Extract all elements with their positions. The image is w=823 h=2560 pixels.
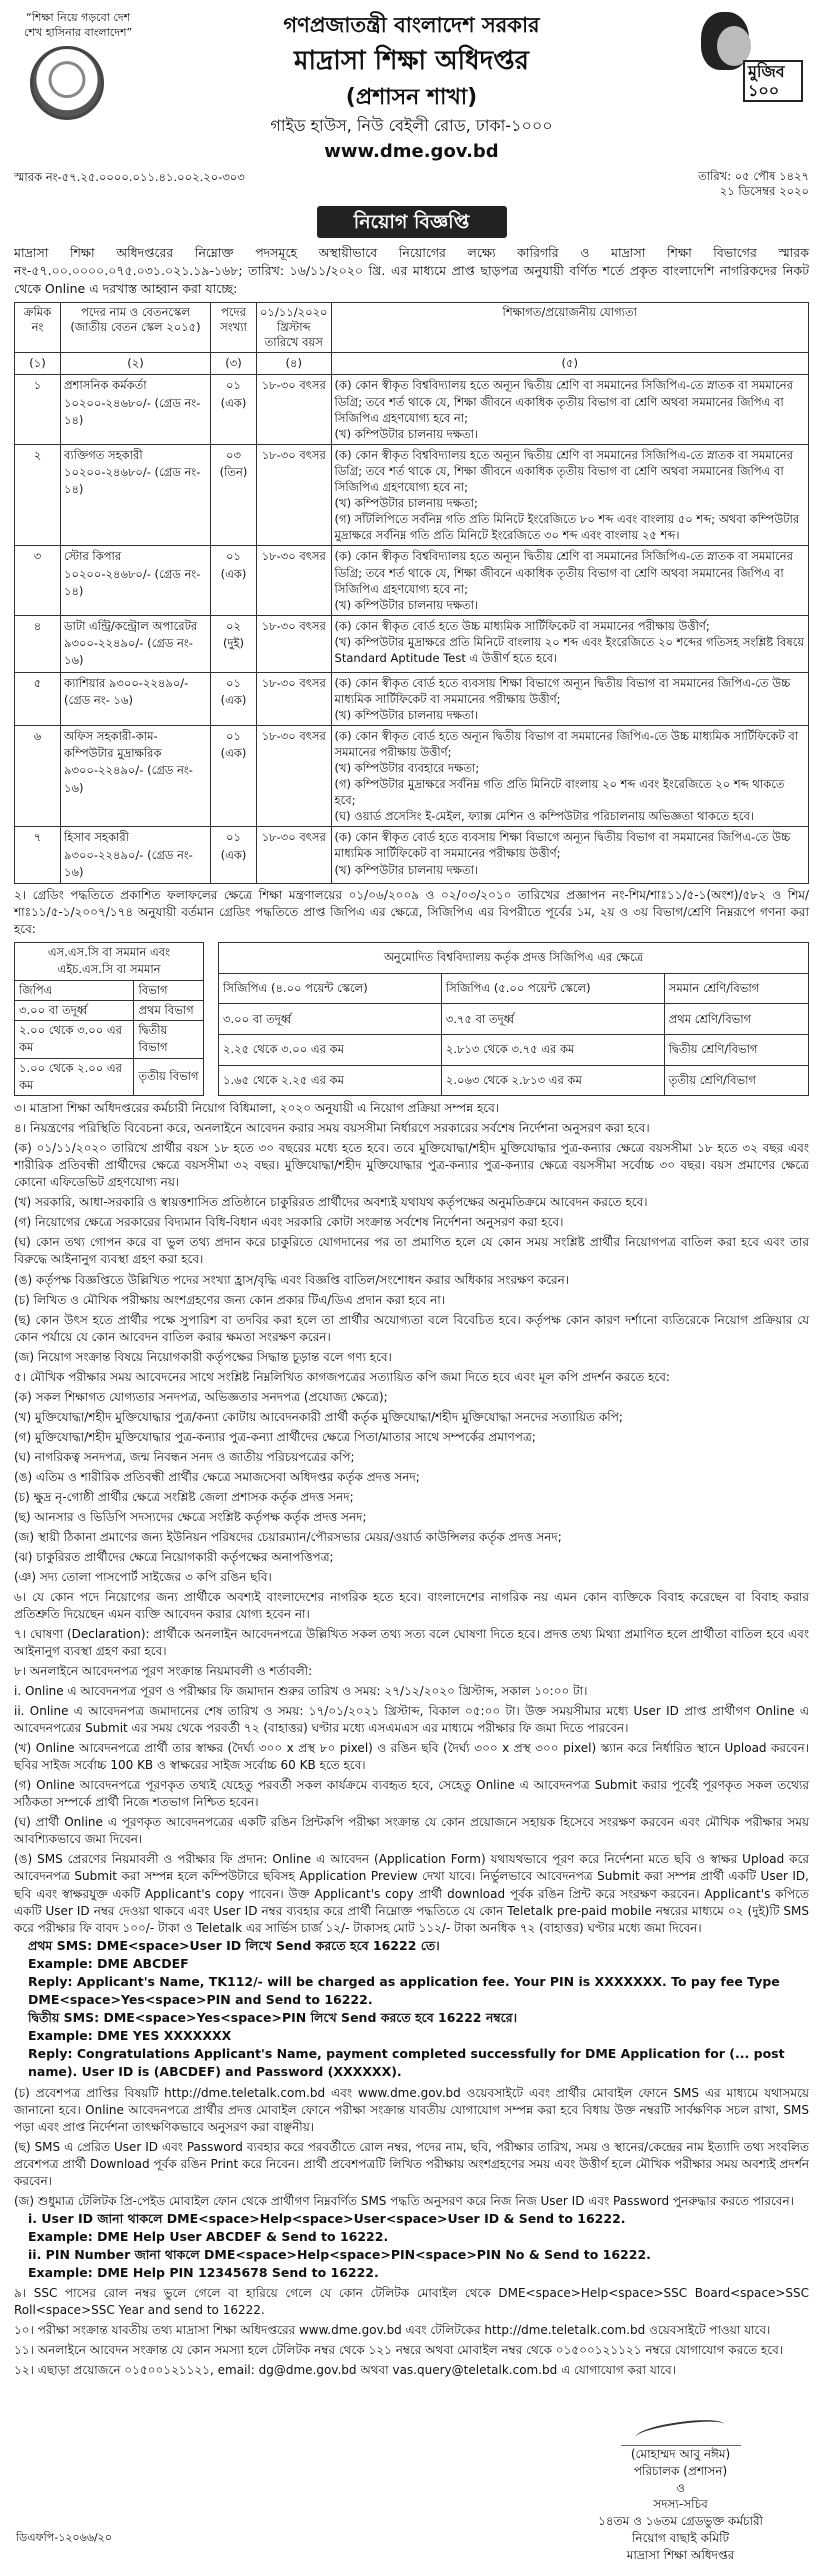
branch-name: (প্রশাসন শাখা): [345, 84, 478, 110]
condition-paragraph: (জ) নিয়োগ সংক্রান্ত বিষয়ে নিয়োগকারী কর্তৃপক্ষের সিদ্ধান্ত চূড়ান্ত বলে গণ্য হবে।: [14, 1349, 392, 1364]
row-count: ০১ (এক): [211, 672, 257, 725]
row-serial: ৭: [15, 827, 61, 884]
condition-paragraph: (ঙ) এতিম ও শারীরিক প্রতিবন্ধী প্রার্থীর ক্ষেত্রে সমাজসেবা অধিদপ্তর কর্তৃক প্রদত্ত সনদ;: [14, 1469, 420, 1484]
recovery-line: Example: DME Help PIN 12345678 Send to 16222.: [28, 2265, 379, 2281]
qualification-item: (ক) কোন স্বীকৃত বিশ্ববিদ্যালয় হতে অন্যূন দ্বিতীয় শ্রেণি বা সমমানের সিজিপিএ-তে স্নাতক বা সমমানের ডিগ্রি; তবে শর্ত থাকে যে, শিক্ষা জীবনে একাধিক তৃতীয় বিভাগ বা শ্রেণি অথবা সমমানের জিপিএ বা সিজিপিএ গ্রহণযোগ্য হবে না;: [334, 549, 793, 596]
condition-paragraph: ৪। নিয়ন্ত্রণের পরিস্থিতি বিবেচনা করে, অনলাইনে আবেদন করার সময় বয়সসীমা নির্ধারণে সরকারের সর্বশেষ নির্দেশনা অনুসরণ করা হবে।: [14, 1121, 650, 1136]
row-age: ১৮-৩০ বৎসর: [257, 672, 332, 725]
grade1-cell: দ্বিতীয় বিভাগ: [134, 1021, 204, 1059]
row-age: ১৮-৩০ বৎসর: [257, 546, 332, 615]
row-post: ব্যক্তিগত সহকারী ১০২০০-২৪৬৮০/- (গ্রেড নং- ১৪): [61, 444, 211, 546]
condition-paragraph: (গ) নিয়োগের ক্ষেত্রে সরকারের বিদ্যমান বিধি-বিধান এবং সরকারি কোটা সংক্রান্ত সর্বশেষ নির্দেশনা অনুসরণ করা হবে।: [14, 1215, 564, 1230]
row-qualification: [331, 827, 808, 884]
admit-paragraph: (চ) প্রবেশপত্র প্রাপ্তির বিষয়টি http://dme.teletalk.com.bd এবং www.dme.gov.bd ওয়েবসাইটে এবং প্রার্থীর মোবাইল ফোনে SMS এর মাধ্যমে যথাসময়ে জানানো হবে। Online আবেদনপত্রে প্রার্থীর প্রদত্ত মোবাইল ফোনে পরীক্ষা সংক্রান্ত যাবতীয় যোগাযোগ সম্পন্ন করা হবে বিধায় উক্ত নম্বরটি সার্বক্ষণিক সচল রাখা, SMS পড়া এবং প্রাপ্ত নির্দেশনা তাৎক্ষণিকভাবে অনুসরণ করা বাঞ্ছনীয়।: [14, 2085, 809, 2134]
grading-paragraph: ২। গ্রেডিং পদ্ধতিতে প্রকাশিত ফলাফলের ক্ষেত্রে শিক্ষা মন্ত্রণালয়ের ০১/০৬/২০০৯ ও ০২/০৩/২০১০ তারিখের প্রজ্ঞাপন নং-শিম/শাঃ১১/৫-১(অংশ)/৫৮২ ও শিম/শাঃ১১/৫-১/২০০৭/১৭৪ অনুযায়ী বর্তমান গ্রেডিং পদ্ধতিতে প্রাপ্ত জিপিএ এর ক্ষেত্রে, সিজিপিএ এর বিপরীতে পূর্বের ১ম, ২য় ও ৩য় বিভাগ/শ্রেণি নিম্নরূপে গণনা করা হবে:: [14, 888, 809, 937]
qualification-item: (ক) কোন স্বীকৃত বিশ্ববিদ্যালয় হতে অন্যূন দ্বিতীয় শ্রেণি বা সমমানের সিজিপিএ-তে স্নাতক বা সমমানের ডিগ্রি; তবে শর্ত থাকে যে, শিক্ষা জীবনে একাধিক তৃতীয় বিভাগ বা শ্রেণি অথবা সমমানের জিপিএ বা সিজিপিএ গ্রহণযোগ্য হবে না;: [334, 447, 793, 495]
condition-paragraph: (জ) স্থায়ী ঠিকানা প্রমাণের জন্য ইউনিয়ন পরিষদের চেয়ারম্যান/পৌরসভার মেয়র/ওয়ার্ড কাউন্সিলর কর্তৃক প্রদত্ত সনদ;: [14, 1529, 562, 1544]
grade2-cell: ১.৬৫ থেকে ২.২৫ এর কম: [219, 1065, 442, 1096]
table-row: [15, 615, 809, 672]
grade2-cell: দ্বিতীয় শ্রেণি/বিভাগ: [664, 1035, 808, 1066]
grade-table-cgpa: [218, 942, 809, 1096]
row-count: ০১ (এক): [211, 725, 257, 827]
row-serial: ৩: [15, 546, 61, 615]
condition-paragraph: ৮। অনলাইনে আবেদনপত্র পূরণ সংক্রান্ত নিয়মাবলী ও শর্তাবলী:: [14, 1664, 313, 1679]
sms-line: Example: DME ABCDEF: [28, 1955, 189, 1971]
qualification-item: (গ) সাঁটলিপিতে সর্বনিম্ন গতি প্রতি মিনিটে ইংরেজিতে ৮০ শব্দ এবং বাংলায় ৫০ শব্দ; অথবা কম্পিউটার মুদ্রাক্ষরে সর্বনিম্ন গতি প্রতি মিনিটে ইংরেজিতে ৩০ শব্দ এবং বাংলায় ২৫ শব্দ।: [334, 512, 800, 543]
index-2: (২): [61, 353, 211, 375]
qualification-item: (ক) কোন স্বীকৃত বোর্ড হতে উচ্চ মাধ্যমিক সার্টিফিকেট বা সমমানের পরীক্ষায় উত্তীর্ণ;: [334, 618, 710, 633]
admit-paragraph: (জ) শুধুমাত্র টেলিটক প্রি-পেইড মোবাইল ফোন থেকে প্রার্থীগণ নিম্নবর্ণিত SMS পদ্ধতি অনুসরণ করে নিজ নিজ User ID এবং Password পুনরুদ্ধার করতে পারবেন।: [14, 2193, 794, 2208]
condition-paragraph: (খ) মুক্তিযোদ্ধা/শহীদ মুক্তিযোদ্ধার পুত্র/কন্যা কোটায় আবেদনকারী প্রার্থী কর্তৃক মুক্তিযোদ্ধা/শহীদ মুক্তিযোদ্ধা সনদের সত্যায়িত কপি;: [14, 1409, 623, 1424]
office-website: www.dme.gov.bd: [324, 140, 499, 162]
condition-paragraph: ৭। ঘোষণা (Declaration): প্রার্থীকে অনলাইন আবেদনপত্রে উল্লিখিত সকল তথ্য সত্য বলে ঘোষণা দিতে হবে। প্রদত্ত তথ্য মিথ্যা প্রমাণিত হলে প্রার্থীতা বাতিল হবে এবং আইনানুগ ব্যবস্থা গ্রহণ করা হবে।: [14, 1627, 809, 1659]
row-age: ১৮-৩০ বৎসর: [257, 375, 332, 444]
row-post: প্রশাসনিক কর্মকর্তা ১০২০০-২৪৬৮০/- (গ্রেড নং- ১৪): [61, 375, 211, 444]
qualification-item: (খ) কম্পিউটার চালনায় দক্ষতা।: [334, 426, 479, 441]
grade2-cell: ২.০৬৩ থেকে ২.৮১৩ এর কম: [441, 1065, 664, 1096]
row-serial: ৫: [15, 672, 61, 725]
office-address: গাইড হাউস, নিউ বেইলী রোড, ঢাকা-১০০০: [270, 115, 553, 135]
condition-paragraph: (ছ) আনসার ও ভিডিপি সদস্যদের ক্ষেত্রে সংশ্লিষ্ট কর্তৃপক্ষ কর্তৃক প্রদত্ত সনদ;: [14, 1509, 367, 1524]
qualification-item: (খ) কম্পিউটার মুদ্রাক্ষরে প্রতি মিনিটে বাংলায় ২০ শব্দ এবং ইংরেজিতে ২০ শব্দের গতিসহ সংশ্লিষ্ট বিষয়ে Standard Aptitude Test এ উত্তীর্ণ হতে হবে।: [334, 634, 805, 665]
online-application-section: [14, 1683, 809, 1936]
condition-paragraph: (ছ) কোন উৎস হতে প্রার্থীর পক্ষে সুপারিশ বা তদবির করা হলে তা প্রার্থীর অযোগ্যতা বলে বিবেচিত হবে। কর্তৃপক্ষ কোন কারণ দর্শানো ব্যতিরেকে নিয়োগ প্রক্রিয়ার যে কোন পর্যায়ে যে কোন আবেদন বাতিল করার ক্ষমতা সংরক্ষণ করেন।: [14, 1312, 809, 1344]
row-post: ক্যাশিয়ার ৯৩০০-২২৪৯০/- (গ্রেড নং- ১৬): [61, 672, 211, 725]
posts-table: [14, 302, 809, 884]
grade-table-ssc-hsc: [14, 942, 204, 1096]
sms-instructions: [14, 1937, 809, 2082]
row-qualification: [331, 546, 808, 615]
contact-paragraph: ৯। SSC পাসের রোল নম্বর ভুলে গেলে বা হারিয়ে গেলে যে কোন টেলিটক মোবাইল থেকে DME<space>Help<space>SSC Board<space>SSC Roll<space>SSC Year and send to 16222.: [14, 2286, 809, 2318]
condition-paragraph: (ক) ০১/১১/২০২০ তারিখে প্রার্থীর বয়স ১৮ হতে ৩০ বছরের মধ্যে হতে হবে। তবে মুক্তিযোদ্ধা/শহীদ মুক্তিযোদ্ধার পুত্র-কন্যার ক্ষেত্রে বয়সসীমা ১৮ হতে ৩২ বছর এবং শারীরিক প্রতিবন্ধী প্রার্থীদের ক্ষেত্রে বয়সসীমা ৩২ বছর। মুক্তিযোদ্ধা/শহীদ মুক্তিযোদ্ধার পুত্র-কন্যার পুত্র-কন্যার ক্ষেত্রে বয়সসীমা সর্বোচ্চ ৩০ বছর। বয়স প্রমাণের ক্ষেত্রে কোনো এফিডেভিট গ্রহণযোগ্য নয়।: [14, 1141, 809, 1190]
contact-paragraph: ১২। এছাড়া প্রয়োজনে ০১৫০০১২১১২১, email: dg@dme.gov.bd অথবা vas.query@teletalk.com.bd এ যোগাযোগ করা যাবে।: [14, 2363, 677, 2378]
row-qualification: [331, 444, 808, 546]
qualification-item: (খ) কম্পিউটার ব্যবহারে দক্ষতা;: [334, 761, 480, 775]
online-paragraph: (ঙ) SMS প্রেরণের নিয়মাবলী ও পরীক্ষার ফি প্রদান: Online এ আবেদন (Application Form) যথাযথভাবে পূরণ করে নির্দেশনা মতে ছবি ও স্বাক্ষর Upload করে আবেদনপত্র Submit করা সম্পন্ন হলে কম্পিউটারে ছবিসহ Application Preview দেখা যাবে। নির্ভুলভাবে আবেদনপত্র Submit করা সম্পন্ন প্রার্থী একটি User ID, ছবি এবং স্বাক্ষরযুক্ত একটি Applicant's copy পাবেন। উক্ত Applicant's copy প্রার্থী download পূর্বক রঙিন প্রিন্ট করে সংরক্ষণ করবেন। Applicant's কপিতে একটি User ID নম্বর দেওয়া থাকবে এবং User ID নম্বর ব্যবহার করে প্রার্থী নিম্নোক্ত পদ্ধতিতে যে কোন Teletalk pre-paid mobile নম্বরের মাধ্যমে ০২ (দুই)টি SMS করে পরীক্ষার ফি বাবদ ১০০/- টাকা ও Teletalk এর সার্ভিস চার্জ ১২/- টাকাসহ মোট ১১২/- টাকা অনধিক ৭২ (বাহাত্তর) ঘণ্টার মধ্যে জমা দিবেন।: [14, 1852, 809, 1935]
signatory-role: নিয়োগ বাছাই কমিটি: [631, 2530, 730, 2545]
sms-line: Example: DME YES XXXXXXX: [28, 2028, 232, 2044]
table-row: [15, 444, 809, 546]
sms-line: Reply: Applicant's Name, TK112/- will be charged as application fee. Your PIN is XXXXXXX. To pay fee Type DME<space>Yes<space>PIN and Send to 16222.: [28, 1973, 780, 2007]
grade2-header: অনুমোদিত বিশ্ববিদ্যালয় কর্তৃক প্রদত্ত সিজিপিএ এর ক্ষেত্রে: [219, 943, 809, 974]
online-paragraph: (ঘ) প্রার্থী Online এ পূরণকৃত আবেদনপত্রের একটি রঙিন প্রিন্টকপি পরীক্ষা সংক্রান্ত যে কোন প্রয়োজনে সহায়ক হিসেবে সংরক্ষণ করবেন এবং মৌখিক পরীক্ষার সময় আবশ্যিকভাবে জমা দিবেন।: [14, 1815, 809, 1847]
portrait-icon: [701, 12, 749, 70]
top-left-quote: [24, 10, 132, 41]
quote-line-1: “শিক্ষা নিয়ে গড়বো দেশ: [26, 11, 131, 24]
intro-paragraph: মাদ্রাসা শিক্ষা অধিদপ্তরের নিম্নোক্ত পদসমূহে অস্থায়ীভাবে নিয়োগের লক্ষ্যে কারিগরি ও মাদ্রাসা শিক্ষা বিভাগের স্মারক নং-৫৭.০০.০০০০.০৭৫.০৩১.০২১.১৯-১৬৮; তারিখ: ১৬/১১/২০২০ খ্রি. এর মাধ্যমে প্রাপ্ত ছাড়পত্র অনুযায়ী বর্ণিত শর্তে প্রকৃত বাংলাদেশি নাগরিকদের নিকট থেকে Online এ দরখাস্ত আহ্বান করা যাচ্ছে:: [14, 245, 809, 297]
index-1: (১): [15, 353, 61, 375]
govt-name: গণপ্রজাতন্ত্রী বাংলাদেশ সরকার: [283, 13, 540, 37]
date-bengali: ০৫ পৌষ ১৪২৭: [734, 168, 809, 183]
qualification-item: (ক) কোন স্বীকৃত বোর্ড হতে ব্যবসায় শিক্ষা বিভাগে অন্যূন দ্বিতীয় বিভাগ বা সমমানের জিপিএ-তে উচ্চ মাধ্যমিক সার্টিফিকেট বা সমমানের পরীক্ষায় উত্তীর্ণ;: [334, 830, 791, 861]
mujib-100-logo: [693, 8, 803, 104]
row-qualification: [331, 672, 808, 725]
grade1-cell: ২.০০ থেকে ৩.০০ এর কম: [15, 1021, 134, 1059]
online-paragraph: (গ) Online আবেদনপত্রে পূরণকৃত তথ্যই যেহেতু পরবর্তী সকল কার্যক্রমে ব্যবহৃত হবে, সেহেতু Online এ আবেদনপত্র Submit করার পূর্বেই পূরণকৃত সকল তথ্যের সঠিকতা সম্পর্কে প্রার্থী নিজে শতভাগ নিশ্চিত হবেন।: [14, 1778, 809, 1810]
grading-tables: [14, 942, 809, 1096]
signatory-role: ও: [676, 2480, 685, 2495]
signature-block: [598, 2412, 763, 2560]
signature-scribble-icon: [621, 2412, 741, 2446]
sms-line: দ্বিতীয় SMS: DME<space>Yes<space>PIN লিখে Send করতে হবে 16222 নম্বরে।: [28, 2010, 518, 2026]
signatory-name: (মোহাম্মদ আবু নঈম): [630, 2447, 731, 2461]
row-post: অফিস সহকারী-কাম-কম্পিউটার মুদ্রাক্ষরিক ৯৩০০-২২৪৯০/- (গ্রেড নং- ১৬): [61, 725, 211, 827]
admit-card-section: [14, 2085, 809, 2210]
memo-date: [698, 169, 809, 200]
online-paragraph: i. Online এ আবেদনপত্র পূরণ ও পরীক্ষার ফি জমাদান শুরুর তারিখ ও সময়: ২৭/১২/২০২০ খ্রিস্টাব্দ, সকাল ১০:০০ টা।: [14, 1684, 588, 1699]
memo-line: [14, 169, 809, 200]
signatory-role: পরিচালক (প্রশাসন): [633, 2463, 728, 2478]
sms-line: Reply: Congratulations Applicant's Name, payment completed successfully for DME Application for (... post name). User ID is (ABCDEF) and Password (XXXXXX).: [28, 2046, 785, 2080]
col-post: পদের নাম ও বেতনস্কেল (জাতীয় বেতন স্কেল ২০১৫): [61, 303, 211, 353]
signatory-role: মাদ্রাসা শিক্ষা অধিদপ্তর: [626, 2547, 735, 2560]
grade2-cell: ৩.০০ বা তদূর্ধ্ব: [219, 1004, 442, 1035]
row-age: ১৮-৩০ বৎসর: [257, 725, 332, 827]
condition-paragraph: (ঘ) কোন তথ্য গোপন করে বা ভুল তথ্য প্রদান করে চাকুরিতে যোগদানের পর তা প্রমাণিত হলে যে কোন সময় সংশ্লিষ্ট প্রার্থীর নিয়োগপত্র বাতিল করা হবে এবং তার বিরুদ্ধে আইনানুগ ব্যবস্থা গ্রহণ করা হবে।: [14, 1235, 809, 1267]
grade2-cell: ৩.৭৫ বা তদূর্ধ্ব: [441, 1004, 664, 1035]
index-5: (৫): [331, 353, 808, 375]
qualification-item: (ঘ) ওয়ার্ড প্রসেসিং ই-মেইল, ফ্যাক্স মেশিন ও কম্পিউটার পরিচালনায় অভিজ্ঞতা থাকতে হবে।: [334, 809, 754, 824]
quote-line-2: শেখ হাসিনার বাংলাদেশ”: [24, 26, 133, 40]
index-3: (৩): [211, 353, 257, 375]
qualification-item: (খ) কম্পিউটার চালনায় দক্ষতা।: [334, 707, 479, 722]
row-qualification: [331, 615, 808, 672]
condition-paragraph: (ঝ) চাকুরিরত প্রার্থীদের ক্ষেত্রে নিয়োগকারী কর্তৃপক্ষের অনাপত্তিপত্র;: [14, 1549, 334, 1564]
notice-title: নিয়োগ বিজ্ঞপ্তি: [317, 206, 507, 239]
signatory-role: সদস্য-সচিব: [653, 2497, 708, 2512]
condition-paragraph: (ঞ) সদ্য তোলা পাসপোর্ট সাইজের ৩ কপি রঙিন ছবি।: [14, 1569, 272, 1584]
grade2-sub: সিজিপিএ (৪.০০ পয়েন্ট স্কেলে): [219, 973, 442, 1004]
online-paragraph: ii. Online এ আবেদনপত্র জমাদানের শেষ তারিখ ও সময়: ১৭/০১/২০২১ খ্রিস্টাব্দ, বিকাল ০৫:০০ টা। উক্ত সময়সীমার মধ্যে User ID প্রাপ্ত প্রার্থীগণ Online এ আবেদনপত্রের Submit এর সময় থেকে পরবর্তী ৭২ (বাহাত্তর) ঘণ্টার মধ্যে এসএমএস এর মাধ্যমে পরীক্ষার ফি জমা দিতে পারবেন।: [14, 1704, 809, 1736]
condition-paragraph: ৫। মৌখিক পরীক্ষার সময় আবেদনের সাথে সংশ্লিষ্ট নিম্নলিখিত কাগজপত্রের সত্যায়িত কপি জমা দিতে হবে এবং মূল কপি প্রদর্শন করতে হবে:: [14, 1369, 670, 1384]
row-post: হিসাব সহকারী ৯৩০০-২২৪৯০/- (গ্রেড নং- ১৬): [61, 827, 211, 884]
grade2-cell: তৃতীয় শ্রেণি/বিভাগ: [664, 1065, 808, 1096]
row-age: ১৮-৩০ বৎসর: [257, 615, 332, 672]
row-serial: ১: [15, 375, 61, 444]
table-row: [15, 546, 809, 615]
grade1-sub-gpa: জিপিএ: [15, 980, 134, 1000]
grade2-sub: সিজিপিএ (৫.০০ পয়েন্ট স্কেলে): [441, 973, 664, 1004]
qualification-item: (ক) কোন স্বীকৃত বিশ্ববিদ্যালয় হতে অন্যূন দ্বিতীয় শ্রেণি বা সমমানের সিজিপিএ-তে স্নাতক বা সমমানের ডিগ্রি; তবে শর্ত থাকে যে, শিক্ষা জীবনে একাধিক তৃতীয় বিভাগ বা শ্রেণি অথবা সমমানের জিপিএ বা সিজিপিএ গ্রহণযোগ্য হবে না;: [334, 378, 793, 425]
row-age: ১৮-৩০ বৎসর: [257, 827, 332, 884]
qualification-item: (ক) কোন স্বীকৃত বোর্ড হতে অন্যূন দ্বিতীয় বিভাগ বা সমমানের জিপিএ-তে উচ্চ মাধ্যমিক সার্টিফিকেট বা সমমানের পরীক্ষায় উত্তীর্ণ;: [334, 728, 799, 759]
recovery-line: i. User ID জানা থাকলে DME<space>Help<space>User<space>User ID & Send to 16222.: [28, 2210, 626, 2226]
condition-paragraph: (ক) সকল শিক্ষাগত যোগ্যতার সনদপত্র, অভিজ্ঞতার সনদপত্র (প্রযোজ্য ক্ষেত্রে);: [14, 1389, 388, 1404]
row-post: স্টোর কিপার ১০২০০-২৪৬৮০/- (গ্রেড নং- ১৪): [61, 546, 211, 615]
date-english: ২১ ডিসেম্বর ২০২০: [719, 184, 809, 199]
office-name: মাদ্রাসা শিক্ষা অধিদপ্তর: [294, 45, 529, 76]
qualification-item: (গ) কম্পিউটার মুদ্রাক্ষরে সর্বনিম্ন গতি প্রতি মিনিটে বাংলায় ২০ শব্দ এবং ইংরেজিতে ২০ শব্দ থাকতে হবে;: [334, 777, 785, 808]
condition-paragraph: (ঙ) কর্তৃপক্ষ বিজ্ঞপ্তিতে উল্লিখিত পদের সংখ্যা হ্রাস/বৃদ্ধি এবং বিজ্ঞপ্তি বাতিল/সংশোধন করার অধিকার সংরক্ষণ করেন।: [14, 1272, 570, 1287]
recovery-line: ii. PIN Number জানা থাকলে DME<space>Help<space>PIN<space>PIN No & Send to 16222.: [28, 2247, 651, 2263]
contact-paragraph: ১১। অনলাইনে আবেদন সংক্রান্ত যে কোন সমস্যা হলে টেলিটক নম্বর থেকে ১২১ নম্বরে অথবা মোবাইল নম্বর থেকে ০১৫০০১২১১২১ নম্বরে যোগাযোগ করতে হবে।: [14, 2343, 784, 2358]
condition-paragraph: (ঘ) নাগরিকত্ব সনদপত্র, জন্ম নিবন্ধন সনদ ও জাতীয় পরিচয়পত্রের কপি;: [14, 1449, 355, 1464]
table-row: [15, 375, 809, 444]
row-count: ০১ (এক): [211, 827, 257, 884]
condition-paragraph: (গ) মুক্তিযোদ্ধা/শহীদ মুক্তিযোদ্ধার পুত্র-কন্যার পুত্র-কন্যা প্রার্থীদের ক্ষেত্রে পিতা/মাতার সাথে সম্পর্কের প্রমাণপত্র;: [14, 1429, 536, 1444]
condition-paragraph: ৬। যে কোন পদে নিয়োগের জন্য প্রার্থীকে অবশ্যই বাংলাদেশের নাগরিক হতে হবে। বাংলাদেশের নাগরিক নয় এমন কোন ব্যক্তিকে বিবাহ করেছেন বা বিবাহ করার প্রতিশ্রুতি দিয়েছেন এমন ব্যক্তি আবেদন করার যোগ্য হবেন না।: [14, 1590, 809, 1622]
row-serial: ২: [15, 444, 61, 546]
footer-code: ডিএফপি-১২০৬৬/২০: [16, 2531, 112, 2544]
row-serial: ৬: [15, 725, 61, 827]
grade1-header: এস.এস.সি বা সমমান এবং এইচ.এস.সি বা সমমান: [15, 943, 204, 981]
col-qualification: শিক্ষাগত/প্রয়োজনীয় যোগ্যতা: [331, 303, 808, 353]
row-serial: ৪: [15, 615, 61, 672]
table-row: [15, 827, 809, 884]
row-qualification: [331, 375, 808, 444]
row-count: ০২ (দুই): [211, 615, 257, 672]
qualification-item: (খ) কম্পিউটার চালনায় দক্ষতা।: [334, 862, 479, 877]
recovery-line: Example: DME Help User ABCDEF & Send to 16222.: [28, 2228, 389, 2244]
index-4: (৪): [257, 353, 332, 375]
qualification-item: (ক) কোন স্বীকৃত বোর্ড হতে ব্যবসায় শিক্ষা বিভাগে অন্যূন দ্বিতীয় বিভাগ বা সমমানের জিপিএ-তে উচ্চ মাধ্যমিক সার্টিফিকেট বা সমমানের পরীক্ষায় উত্তীর্ণ;: [334, 675, 791, 706]
grade1-sub-division: বিভাগ: [134, 980, 204, 1000]
table-row: [15, 725, 809, 827]
sms-line: প্রথম SMS: DME<space>User ID লিখে Send করতে হবে 16222 তে।: [28, 1937, 440, 1953]
grade2-cell: প্রথম শ্রেণি/বিভাগ: [664, 1004, 808, 1035]
memo-number: স্মারক নং-৫৭.২৫.০০০০.০১১.৪১.০০২.২০-৩০৩: [14, 169, 245, 184]
col-age: ০১/১১/২০২০ খ্রিস্টাব্দ তারিখে বয়স: [257, 303, 332, 353]
conditions-section: [14, 1100, 809, 1680]
row-age: ১৮-৩০ বৎসর: [257, 444, 332, 546]
col-count: পদের সংখ্যা: [211, 303, 257, 353]
online-paragraph: (খ) Online আবেদনপত্রে প্রার্থী তার স্বাক্ষর (দৈর্ঘ্য ৩০০ x প্রস্থ ৮০ pixel) ও রঙিন ছবি (দৈর্ঘ্য ৩০০ x প্রস্থ ৩০০ pixel) স্ক্যান করে নির্ধারিত স্থানে Upload করবেন। ছবির সাইজ সর্বোচ্চ 100 KB ও স্বাক্ষরের সাইজ সর্বোচ্চ 60 KB হতে হবে।: [14, 1741, 809, 1773]
signatory-role: ১৪তম ও ১৬তম গ্রেডভুক্ত কর্মচারী: [598, 2514, 763, 2529]
qualification-item: (খ) কম্পিউটার চালনায় দক্ষতা;: [334, 496, 478, 511]
grade2-sub: সমমান শ্রেণি/বিভাগ: [664, 973, 808, 1004]
admit-paragraph: (ছ) SMS এ প্রেরিত User ID এবং Password ব্যবহার করে পরবর্তীতে রোল নম্বর, পদের নাম, ছবি, পরীক্ষার তারিখ, সময় ও স্থানের/কেন্দ্রের নাম ইত্যাদি তথ্য সংবলিত প্রবেশপত্র প্রার্থী Download পূর্বক রঙিন Print করে নিবেন। প্রার্থী প্রবেশপত্রটি লিখিত পরীক্ষায় অংশগ্রহণের সময় এবং উত্তীর্ণ হলে মৌখিক পরীক্ষার সময় অবশ্যই প্রদর্শন করবেন।: [14, 2139, 809, 2188]
row-qualification: [331, 725, 808, 827]
grade1-cell: ১.০০ থেকে ২.০০ এর কম: [15, 1058, 134, 1096]
grade1-cell: প্রথম বিভাগ: [134, 1000, 204, 1020]
qualification-item: (খ) কম্পিউটার চালনায় দক্ষতা।: [334, 597, 479, 612]
condition-paragraph: (চ) লিখিত ও মৌখিক পরীক্ষায় অংশগ্রহণের জন্য কোন প্রকার টিএ/ডিএ প্রদান করা হবে না।: [14, 1292, 446, 1307]
contact-paragraph: ১০। পরীক্ষা সংক্রান্ত যাবতীয় তথ্য মাদ্রাসা শিক্ষা অধিদপ্তরের www.dme.gov.bd এবং টেলিটকের http://dme.teletalk.com.bd ওয়েবসাইটে পাওয়া যাবে।: [14, 2323, 771, 2338]
contact-section: [14, 2285, 809, 2379]
row-post: ডাটা এন্ট্রি/কন্ট্রোল অপারেটর ৯৩০০-২২৪৯০/- (গ্রেড নং- ১৬): [61, 615, 211, 672]
grade2-cell: ২.২৫ থেকে ৩.০০ এর কম: [219, 1035, 442, 1066]
row-count: ০৩ (তিন): [211, 444, 257, 546]
grade1-cell: ৩.০০ বা তদূর্ধ্ব: [15, 1000, 134, 1020]
row-count: ০১ (এক): [211, 375, 257, 444]
condition-paragraph: (চ) ক্ষুদ্র নৃ-গোষ্ঠী প্রার্থীর ক্ষেত্রে সংশ্লিষ্ট জেলা প্রশাসক কর্তৃক প্রদত্ত সনদ;: [14, 1489, 354, 1504]
row-count: ০১ (এক): [211, 546, 257, 615]
mujib-100-text: মুজিব ১০০: [743, 60, 803, 102]
grade1-cell: তৃতীয় বিভাগ: [134, 1058, 204, 1096]
letterhead: [14, 8, 809, 165]
grade2-cell: ২.৮১৩ থেকে ৩.৭৫ এর কম: [441, 1035, 664, 1066]
condition-paragraph: (খ) সরকারি, আধা-সরকারি ও স্বায়ত্তশাসিত প্রতিষ্ঠানে চাকুরিরত প্রার্থীদের অবশ্যই যথাযথ কর্তৃপক্ষের অনুমতিক্রমে আবেদন করতে হবে।: [14, 1195, 648, 1210]
recovery-instructions: [14, 2210, 809, 2283]
col-serial: ক্রমিক নং: [15, 303, 61, 353]
condition-paragraph: ৩। মাদ্রাসা শিক্ষা অধিদপ্তরের কর্মচারী নিয়োগ বিধিমালা, ২০২০ অনুযায়ী এ নিয়োগ প্রক্রিয়া সম্পন্ন হবে।: [14, 1101, 500, 1116]
table-row: [15, 672, 809, 725]
government-seal-icon: [30, 46, 104, 120]
date-label: তারিখ:: [698, 168, 732, 183]
